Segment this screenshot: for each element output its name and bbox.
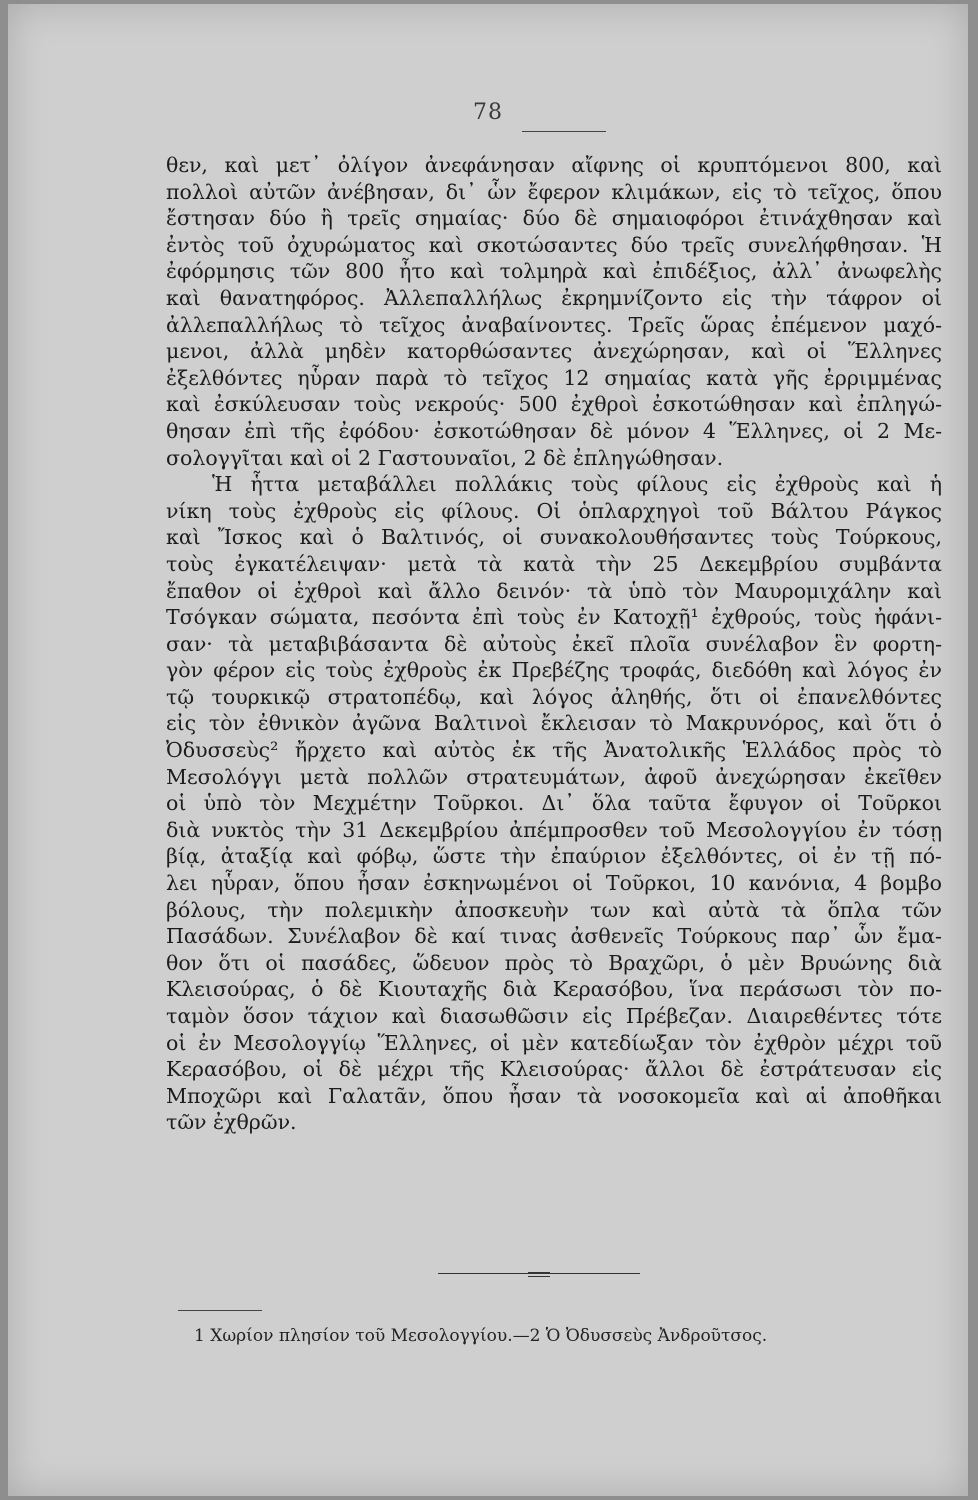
text-line: οἱ ἐν Μεσολογγίῳ Ἕλληνες, οἱ μὲν κατεδίωξαν τὸν ἐχθρὸν μέχρι τοῦ [166,1030,942,1055]
text-line: τῷ τουρκικῷ στρατοπέδῳ, καὶ λόγος ἀληθής, ὅτι οἱ ἐπανελθόντες [166,684,942,709]
text-line: ταμὸν ὅσον τάχιον καὶ διασωθῶσιν εἰς Πρέβεζαν. Διαιρεθέντες τότε [166,1004,942,1028]
text-line: τῶν ἐχθρῶν. [166,1110,297,1135]
text-line: καὶ θανατηφόρος. Ἀλλεπαλλήλως ἐκρημνίζοντο εἰς τὴν τάφρον οἱ [166,285,942,310]
text-line: οἱ ὑπὸ τὸν Μεχμέτην Τοῦρκοι. Δι᾽ ὅλα ταῦτα ἔφυγον οἱ Τοῦρκοι [166,791,942,816]
text-line: σολογγῖται καὶ οἱ 2 Γαστουναῖοι, 2 δὲ ἐπληγώθησαν. [166,445,724,470]
text-line: ἀλλεπαλλήλως τὸ τεῖχος ἀναβαίνοντες. Τρεῖς ὥρας ἐπέμενον μαχό- [166,312,942,337]
text-line: ἔπαθον οἱ ἐχθροὶ καὶ ἄλλο δεινόν· τὰ ὑπὸ τὸν Μαυρομιχάλην καὶ [166,578,942,603]
text-line: Τσόγκαν σώματα, πεσόντα ἐπὶ τοὺς ἐν Κατοχῇ¹ ἐχθρούς, τοὺς ἠφάνι- [166,605,942,630]
text-line: ἐξελθόντες ηὗραν παρὰ τὸ τεῖχος 12 σημαίας κατὰ γῆς ἐρριμμένας [166,365,942,390]
text-line: γὸν φέρον εἰς τοὺς ἐχθροὺς ἐκ Πρεβέζης τροφάς, διεδόθη καὶ λόγος ἐν [166,658,942,683]
text-line: τοὺς ἐγκατέλειψαν· μετὰ τὰ κατὰ τὴν 25 Δεκεμβρίου συμβάντα [166,551,942,576]
text-line: Κερασόβου, οἱ δὲ μέχρι τῆς Κλεισούρας· ἄλλοι δὲ ἐστράτευσαν εἰς [166,1057,942,1082]
text-line: ἐντὸς τοῦ ὀχυρώματος καὶ σκοτώσαντες δύο τρεῖς συνελήφθησαν. Ἡ [166,232,942,257]
text-line: Πασάδων. Συνέλαβον δὲ καί τινας ἀσθενεῖς Τούρκους παρ᾽ ὧν ἔμα- [166,924,942,949]
text-line: ἔστησαν δύο ἢ τρεῖς σημαίας· δύο δὲ σημαιοφόροι ἐτινάχθησαν καὶ [166,206,942,231]
text-line: διὰ νυκτὸς τὴν 31 Δεκεμβρίου ἀπέμπροσθεν τοῦ Μεσολογγίου ἐν τόσῃ [166,817,942,842]
footnote-rule [178,1310,262,1311]
page-number-rule [522,131,606,132]
text-line: σαν· τὰ μεταβιβάσαντα δὲ αὐτοὺς ἐκεῖ πλοῖα συνέλαβον ἓν φορτη- [166,631,942,656]
section-divider [438,1272,640,1275]
text-line: καὶ Ἴσκος καὶ ὁ Βαλτινός, οἱ συνακολουθήσαντες τοὺς Τούρκους, [166,525,942,550]
text-line: Μεσολόγγι μετὰ πολλῶν στρατευμάτων, ἀφοῦ ἀνεχώρησαν ἐκεῖθεν [166,764,942,789]
text-line: Ὀδυσσεὺς² ἤρχετο καὶ αὐτὸς ἐκ τῆς Ἀνατολικῆς Ἑλλάδος πρὸς τὸ [166,738,942,763]
text-line: μενοι, ἀλλὰ μηδὲν κατορθώσαντες ἀνεχώρησαν, καὶ οἱ Ἕλληνες [166,339,942,364]
text-line: Μποχῶρι καὶ Γαλατᾶν, ὅπου ἦσαν τὰ νοσοκομεῖα καὶ αἱ ἀποθῆκαι [166,1083,942,1108]
text-line: λει ηὗραν, ὅπου ἦσαν ἐσκηνωμένοι οἱ Τοῦρκοι, 10 κανόνια, 4 βομβο [166,871,942,896]
text-line: θησαν ἐπὶ τῆς ἐφόδου· ἐσκοτώθησαν δὲ μόνον 4 Ἕλληνες, οἱ 2 Με- [166,418,942,443]
text-line: εἰς τὸν ἐθνικὸν ἀγῶνα Βαλτινοὶ ἔκλεισαν τὸ Μακρυνόρος, καὶ ὅτι ὁ [166,711,942,736]
text-line: θον ὅτι οἱ πασάδες, ὥδευον πρὸς τὸ Βραχῶρι, ὁ μὲν Βρυώνης διὰ [166,950,942,975]
page-number: 78 [473,100,503,125]
text-line: Κλεισούρας, ὁ δὲ Κιουταχῆς διὰ Κερασόβου, ἵνα περάσωσι τὸν πο- [166,977,942,1002]
text-line: νίκη τοὺς ἐχθροὺς εἰς φίλους. Οἱ ὁπλαρχηγοὶ τοῦ Βάλτου Ράγκος [166,498,942,523]
text-line: καὶ ἐσκύλευσαν τοὺς νεκρούς· 500 ἐχθροὶ ἐσκοτώθησαν καὶ ἐπληγώ- [166,392,942,417]
paragraph-start-line: Ἡ ἧττα μεταβάλλει πολλάκις τοὺς φίλους εἰς ἐχθροὺς καὶ ἡ [212,472,942,497]
text-line: πολλοὶ αὐτῶν ἀνέβησαν, δι᾽ ὧν ἔφερον κλιμάκων, εἰς τὸ τεῖχος, ὅπου [166,179,942,204]
text-line: βίᾳ, ἀταξίᾳ καὶ φόβῳ, ὥστε τὴν ἐπαύριον ἐξελθόντες, οἱ ἐν τῇ πό- [166,844,942,869]
text-line: ἐφόρμησις τῶν 800 ἦτο καὶ τολμηρὰ καὶ ἐπιδέξιος, ἀλλ᾽ ἀνωφελὴς [166,259,942,284]
book-page [8,4,968,1496]
footnotes: 1 Χωρίον πλησίον τοῦ Μεσολογγίου.—2 Ὁ Ὀδυσσεὺς Ἀνδροῦτσος. [194,1326,768,1346]
text-line: βόλους, τὴν πολεμικὴν ἀποσκευὴν των καὶ αὐτὰ τὰ ὅπλα τῶν [166,897,942,922]
text-line: θεν, καὶ μετ᾽ ὀλίγον ἀνεφάνησαν αἴφνης οἱ κρυπτόμενοι 800, καὶ [166,153,942,177]
body-text [166,152,942,1136]
